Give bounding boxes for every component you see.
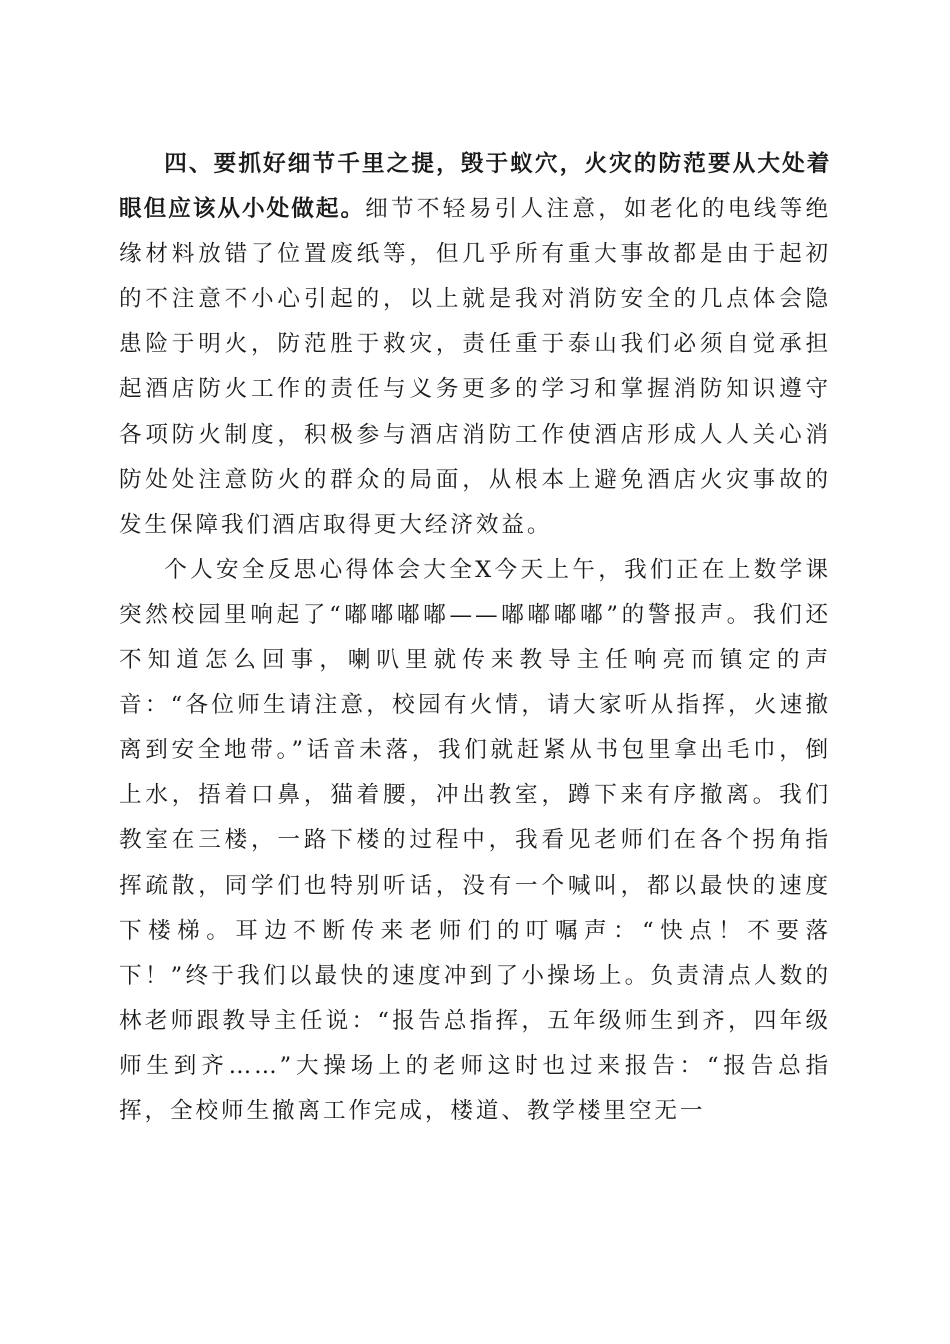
paragraph-heading: 四、要抓好细节千里之提，毁于蚁穴，火灾的防范要从大处着眼但应该从小处做起。 <box>119 151 831 223</box>
paragraph-fire-prevention-details <box>119 142 831 548</box>
paragraph-text: 细节不轻易引人注意，如老化的电线等绝缘材料放错了位置废纸等，但几乎所有重大事故都是由于起初的不注意不小心引起的，以上就是我对消防安全的几点体会隐患险于明火，防范胜于救灾，责任重于泰山我们必须自觉承担起酒店防火工作的责任与义务更多的学习和掌握消防知识遵守各项防火制度，积极参与酒店消防工作使酒店形成人人关心消防处处注意防火的群众的局面，从根本上避免酒店火灾事故的发生保障我们酒店取得更大经济效益。 <box>119 196 831 538</box>
document-body <box>119 142 831 1134</box>
paragraph-text: 个人安全反思心得体会大全X今天上午，我们正在上数学课突然校园里响起了“嘟嘟嘟嘟——嘟嘟嘟嘟”的警报声。我们还不知道怎么回事，喇叭里就传来教导主任响亮而镇定的声音：“各位师生请注意，校园有火情，请大家听从指挥，火速撤离到安全地带。”话音未落，我们就赶紧从书包里拿出毛巾，倒上水，捂着口鼻，猫着腰，冲出教室，蹲下来有序撤离。我们教室在三楼，一路下楼的过程中，我看见老师们在各个拐角指挥疏散，同学们也特别听话，没有一个喊叫，都以最快的速度下楼梯。耳边不断传来老师们的叮嘱声：“快点！不要落下！”终于我们以最快的速度冲到了小操场上。负责清点人数的林老师跟教导主任说：“报告总指挥，五年级师生到齐，四年级师生到齐……”大操场上的老师这时也过来报告：“报告总指挥，全校师生撤离工作完成，楼道、教学楼里空无一 <box>119 556 831 1124</box>
paragraph-fire-drill-reflection <box>119 548 831 1134</box>
